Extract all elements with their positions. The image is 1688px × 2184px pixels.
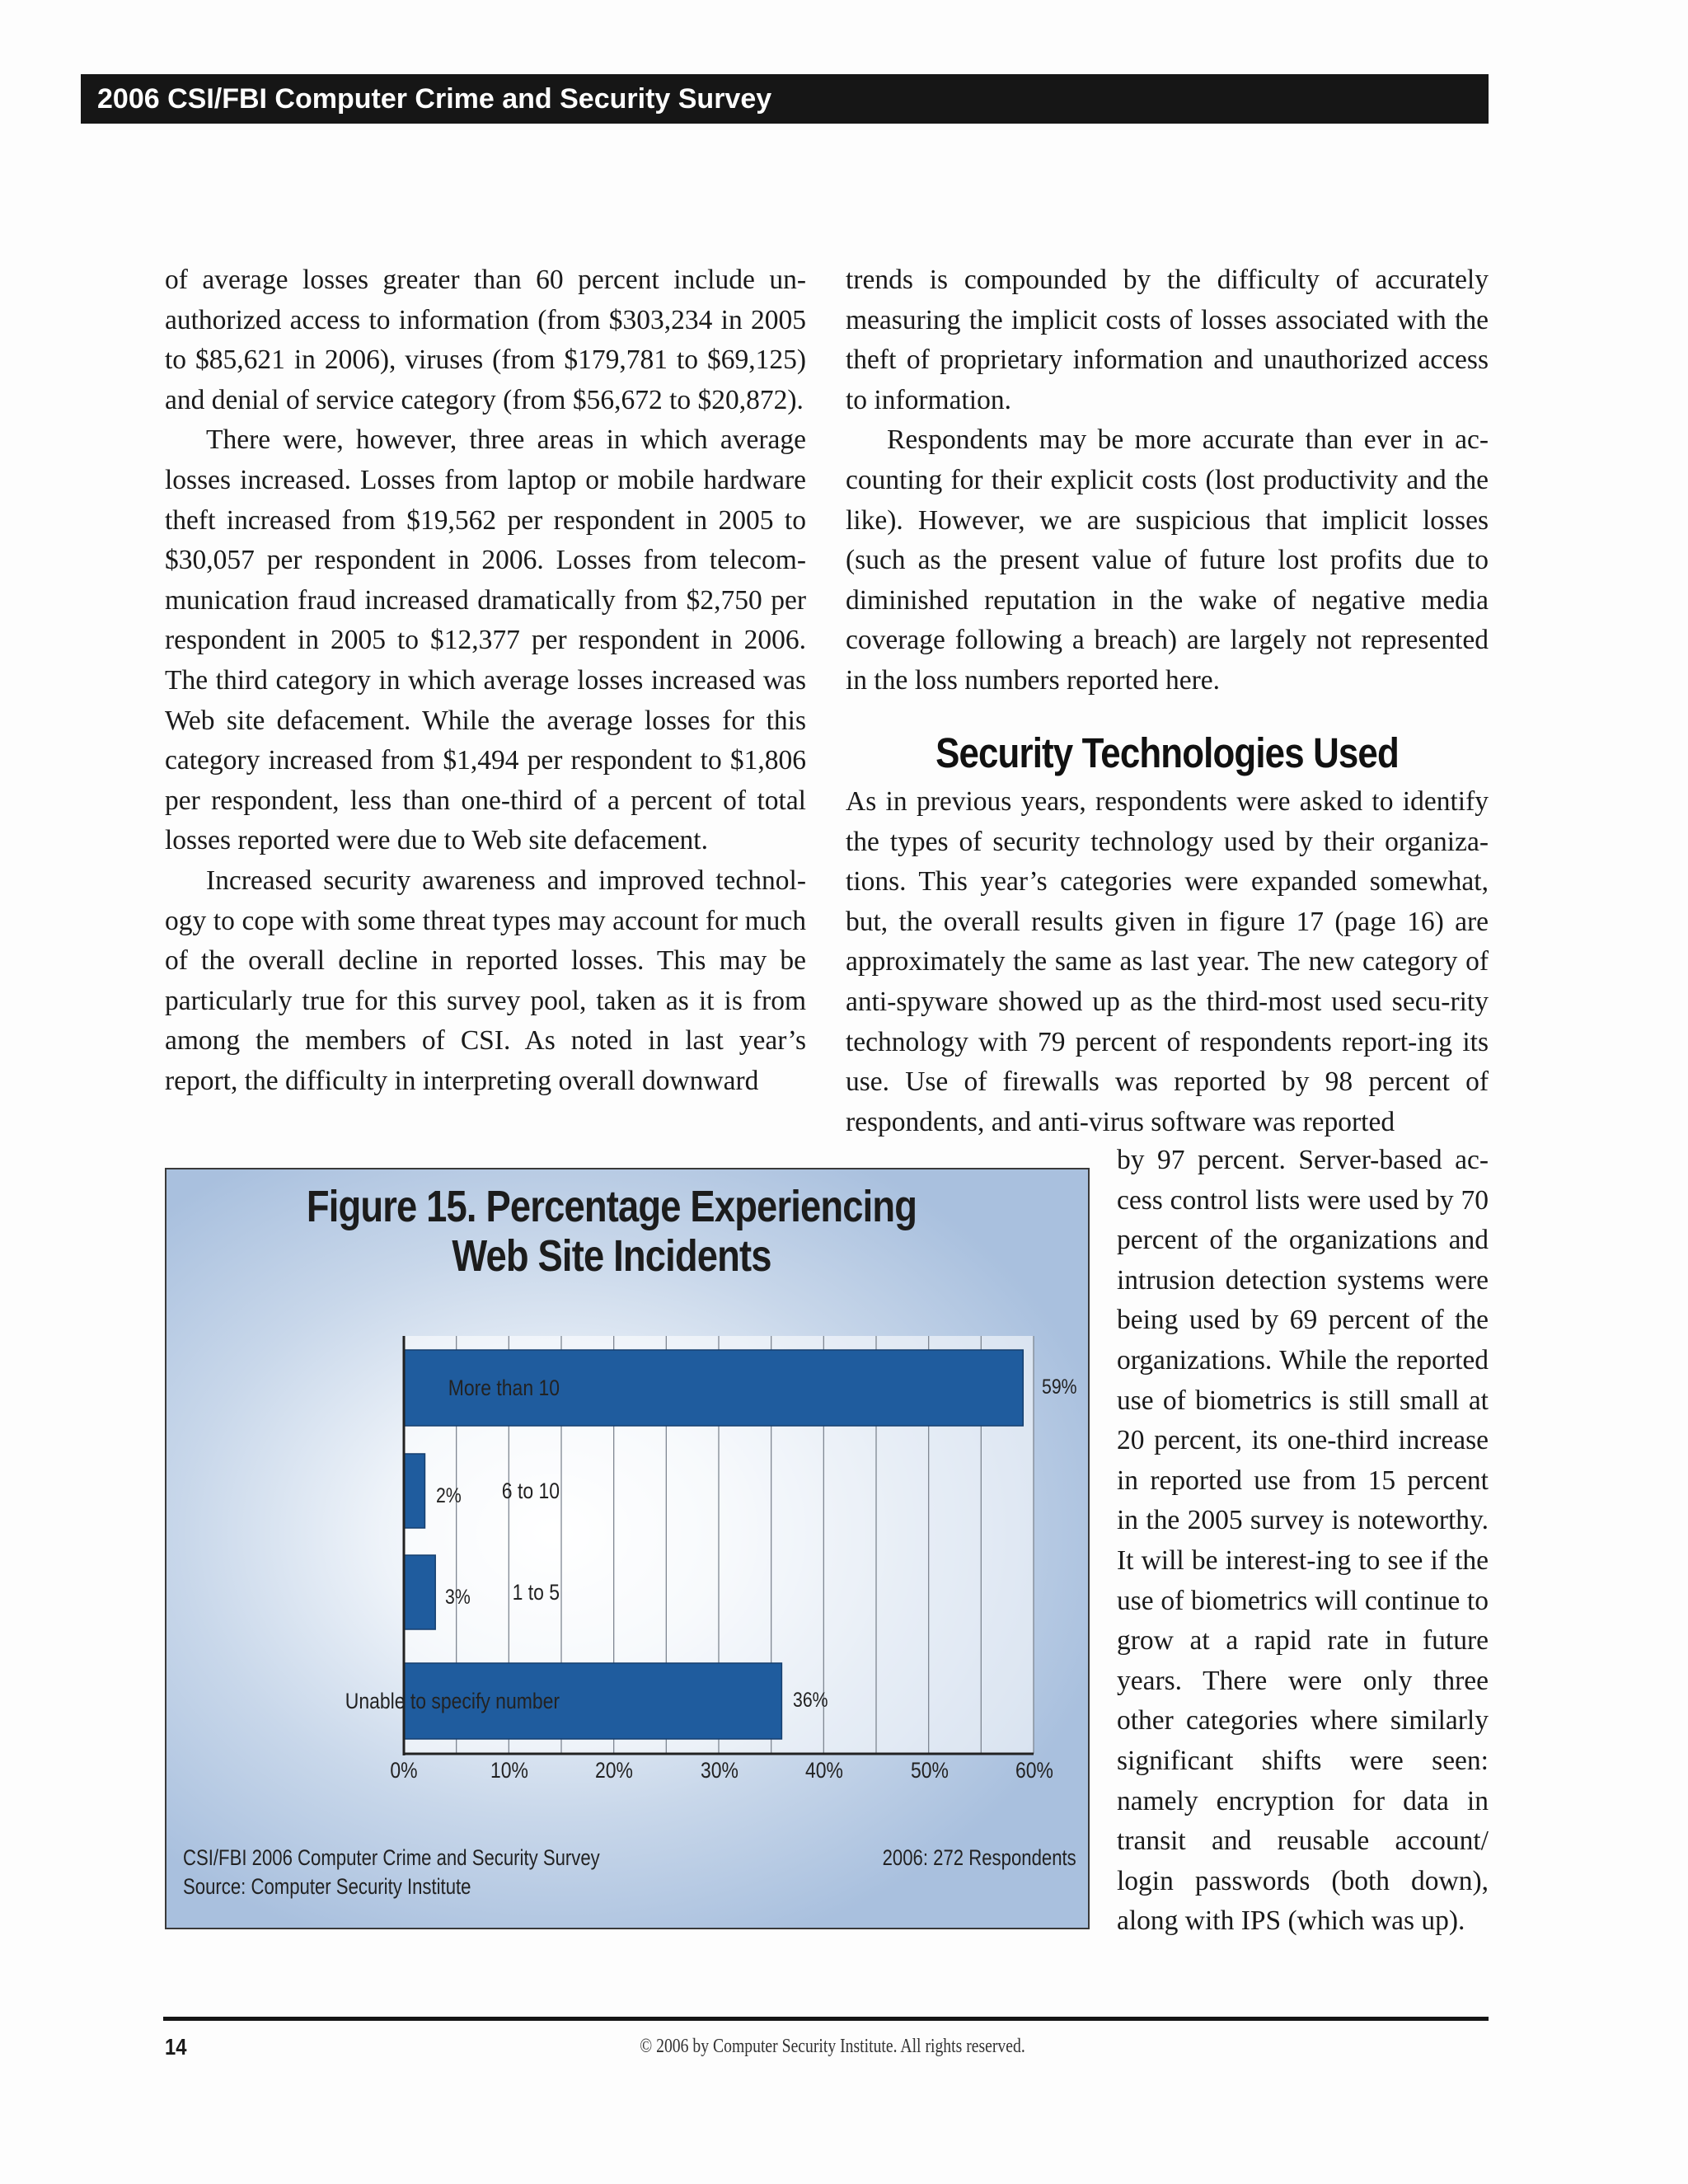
right-paragraph-4: by 97 percent. Server-based ac-cess control lists were used by 70 percent of the organizations and intrusion detection systems were being used by 69 percent of the organizations. While the reported use of biometrics is still small at 20 percent, its one-third increase in reported use from 15 percent in the 2005 survey is noteworthy. It will be interest-ing to see if the use of biometrics will continue to grow at a rapid rate in future years. There were only three other categories where similarly significant shifts were seen: namely encryption for data in transit and reusable account/ login passwords (both down), along with IPS (which was up). — [1117, 1145, 1489, 1937]
running-header-title: 2006 CSI/FBI Computer Crime and Security Survey — [97, 83, 772, 115]
bar-chart — [166, 1169, 1088, 1928]
right-paragraph-2: Respondents may be more accurate than ever in ac-counting for their explicit costs (lost productivity and the like). However, we are suspicious that implicit losses (such as the present value of future lost profits due to diminished reputation in the wake of negative media coverage following a breach) are largely not represented in the loss numbers reported here. — [846, 424, 1489, 696]
figure-title-line-2: Web Site Incidents — [452, 1231, 771, 1281]
x-tick-label: 0% — [390, 1758, 418, 1783]
category-label: 6 to 10 — [501, 1479, 560, 1503]
right-paragraph-1: trends is compounded by the difficulty of accurately measuring the implicit costs of losses associated with the theft of proprietary information and unauthorized access to information. — [846, 265, 1489, 415]
value-label: 59% — [1042, 1376, 1077, 1399]
right-column-narrow — [1117, 1141, 1489, 1942]
x-tick-label: 30% — [701, 1758, 738, 1783]
figure-respondents: 2006: 272 Respondents — [882, 1845, 1076, 1870]
category-label: More than 10 — [448, 1376, 560, 1400]
page-number: 14 — [165, 2034, 187, 2060]
category-label: 1 to 5 — [512, 1580, 560, 1605]
left-paragraph-1: of average losses greater than 60 percent include un-authorized access to information (from $303,234 in 2005 to $85,621 in 2006), viruses (from $179,781 to $69,125) and denial of service category (from $56,672 to $20,872). — [165, 265, 806, 415]
x-tick-label: 20% — [595, 1758, 633, 1783]
left-paragraph-2: There were, however, three areas in which average losses increased. Losses from laptop or mobile hardware theft increased from $19,562 per respondent in 2005 to $30,057 per respondent in 2006. Losses from telecom-munication fraud increased dramatically from $2,750 per respondent in 2005 to $12,377 per respondent in 2006. The third category in which average losses increased was Web site defacement. While the average losses for this category increased from $1,494 per respondent to $1,806 per respondent, less than one-third of a percent of total losses reported were due to Web site defacement. — [165, 424, 806, 856]
left-column — [165, 260, 806, 1101]
right-paragraph-3: As in previous years, respondents were asked to identify the types of security technology used by their organiza-tions. This year’s categories were expanded somewhat, but, the overall results given in figure 17 (page 16) are approximately the same as last year. The new category of anti-spyware showed up as the third-most used secu-rity technology with 79 percent of respondents report-ing its use. Use of firewalls was reported by 98 percent of respondents, and anti-virus software was reported — [846, 786, 1489, 1137]
figure-15 — [165, 1168, 1090, 1929]
right-column-top — [846, 260, 1489, 701]
x-tick-label: 50% — [911, 1758, 949, 1783]
section-heading: Security Technologies Used — [935, 729, 1399, 776]
left-paragraph-3: Increased security awareness and improved technol-ogy to cope with some threat types may account for much of the overall decline in reported losses. This may be particularly true for this survey pool, taken as it is from among the members of CSI. As noted in last year’s report, the difficulty in interpreting overall downward — [165, 865, 806, 1096]
value-label: 2% — [436, 1484, 462, 1507]
category-label: Unable to specify number — [345, 1689, 560, 1713]
footer-rule — [163, 2017, 1489, 2021]
value-label: 36% — [793, 1689, 828, 1712]
figure-title-line-1: Figure 15. Percentage Experiencing — [306, 1182, 917, 1231]
right-column-middle — [846, 782, 1489, 1142]
value-label: 3% — [445, 1586, 471, 1609]
figure-source-line-2: Source: Computer Security Institute — [183, 1874, 471, 1899]
x-tick-label: 10% — [490, 1758, 528, 1783]
running-header — [81, 74, 1489, 124]
x-tick-label: 60% — [1015, 1758, 1053, 1783]
copyright-notice: © 2006 by Computer Security Institute. All rights reserved. — [640, 2036, 1025, 2057]
figure-source-line-1: CSI/FBI 2006 Computer Crime and Security Survey — [183, 1845, 600, 1870]
x-tick-label: 40% — [805, 1758, 843, 1783]
